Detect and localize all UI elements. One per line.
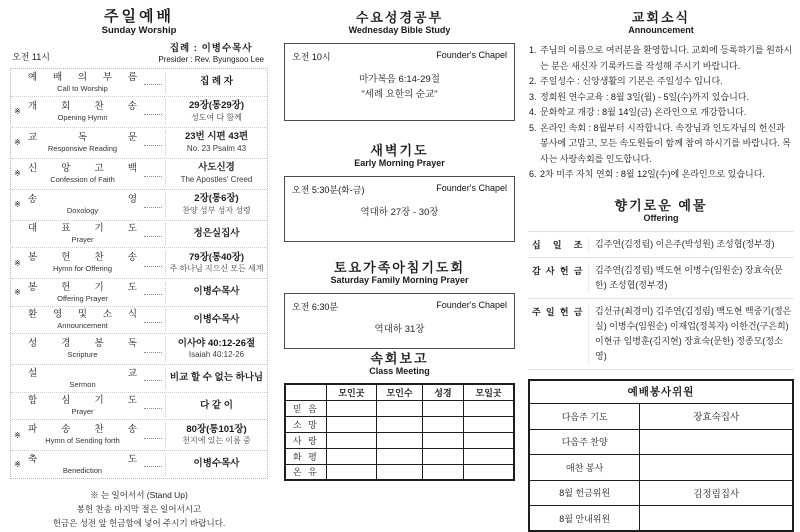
offering-title-en: Offering: [528, 213, 794, 224]
worship-row-representative-prayer: [11, 221, 267, 249]
early-prayer-box: [284, 176, 515, 242]
saturday-prayer-time: 오전 6:30분: [292, 300, 338, 313]
dotted-leader: [143, 223, 163, 245]
worship-item-label: [24, 423, 141, 448]
worship-item-kr: 송 영: [24, 194, 141, 206]
worship-row-sending-hymn: [11, 420, 267, 451]
worship-item-value: 비교 할 수 없는 하나님: [168, 372, 265, 385]
saturday-prayer-content: [292, 322, 507, 337]
committee-row-value: 장효숙집사: [640, 404, 793, 430]
class-cell: [422, 464, 463, 480]
worship-item-value: 사도신경: [168, 162, 265, 175]
worship-item-value: 23번 시편 43편: [168, 131, 265, 144]
worship-row-doxology: [11, 190, 267, 221]
worship-item-value: 이병수목사: [168, 458, 265, 471]
early-prayer-section: [284, 143, 515, 242]
announcement-item: [529, 167, 793, 183]
bible-study-box-header: [292, 50, 507, 63]
class-cell: [464, 432, 514, 448]
worship-item-en: Opening Hymn: [24, 113, 141, 123]
worship-item-kr: 봉 헌 찬 송: [24, 252, 141, 264]
offering-header: [528, 198, 794, 224]
committee-title: 예배봉사위원: [529, 380, 793, 404]
worship-item-kr: 대 표 기 도: [24, 223, 141, 235]
stand-mark: ※: [11, 454, 24, 476]
announcement-item: [529, 121, 793, 168]
announcement-text: 정회원 연수교육 : 8월 3일(월) - 5일(수)까지 있습니다.: [540, 90, 793, 106]
dotted-leader: [143, 161, 163, 186]
worship-item-value-cell: [165, 251, 267, 276]
class-cell: [422, 432, 463, 448]
stand-mark: [11, 72, 24, 94]
worship-item-value-cell: [165, 368, 267, 390]
saturday-prayer-title-en: Saturday Family Morning Prayer: [284, 275, 515, 286]
committee-header-row: [529, 380, 793, 404]
worship-item-label: [24, 130, 141, 155]
worship-item-value-cell: [165, 337, 267, 362]
bible-study-content: [292, 72, 507, 102]
saturday-prayer-section: [284, 260, 515, 349]
offering-row-names: 김선규(최경미) 김주연(김정림) 백도현 백중기(정은실) 이병수(임원순) 이재업(정복자) 이한건(구은희) 이현규 임병훈(김지현) 장효숙(문한) 정종모(정소영): [588, 304, 794, 364]
announcement-number: 6.: [529, 167, 540, 183]
stand-mark: ※: [11, 282, 24, 304]
stand-mark: ※: [11, 99, 24, 124]
class-cell: [326, 416, 376, 432]
worship-row-united-prayer: [11, 393, 267, 421]
worship-item-value: 다 같 이: [168, 400, 265, 413]
announcement-number: 5.: [529, 121, 540, 168]
stand-mark: [11, 337, 24, 362]
class-col-place-met: 모인곳: [326, 384, 376, 400]
class-cell: [326, 432, 376, 448]
announcement-number: 2.: [529, 74, 540, 90]
announcement-item: [529, 74, 793, 90]
stand-mark: ※: [11, 130, 24, 155]
class-col-attendance: 모인수: [377, 384, 423, 400]
saturday-prayer-box-header: [292, 300, 507, 313]
bible-study-header: [284, 10, 515, 36]
early-prayer-title-kr: 새벽기도: [284, 143, 515, 158]
announcement-text: 주일성수 : 신앙생활의 기본은 주일성수 입니다.: [540, 74, 793, 90]
stand-mark: ※: [11, 192, 24, 217]
offering-row-names: 김주연(김정림) 이은주(박성원) 조성협(정부경): [588, 237, 794, 252]
class-row-gentleness: [285, 464, 514, 480]
worship-row-announcement: [11, 307, 267, 335]
worship-item-value-cell: [165, 192, 267, 217]
class-row-love: [285, 432, 514, 448]
worship-item-label: [24, 192, 141, 217]
committee-row-value: [640, 506, 793, 532]
bible-study-passage: 마가복음 6:14-29절: [292, 72, 507, 87]
worship-item-en: Announcement: [24, 321, 141, 331]
worship-item-value-cell: [165, 395, 267, 417]
committee-row-label: 애찬 봉사: [529, 455, 640, 481]
dotted-leader: [143, 395, 163, 417]
class-cell: [464, 448, 514, 464]
class-cell: [464, 416, 514, 432]
worship-time: 오전 11시: [12, 50, 50, 65]
announcement-item: [529, 90, 793, 106]
worship-item-value-cell: [165, 72, 267, 94]
offering-title-kr: 향기로운 예물: [528, 198, 794, 213]
class-table-header-row: [285, 384, 514, 400]
early-prayer-passage: 역대하 27장 - 30장: [292, 205, 507, 220]
worship-row-scripture: [11, 334, 267, 365]
announcement-item: [529, 43, 793, 74]
class-row-label: 소 망: [285, 416, 326, 432]
worship-item-label: [24, 337, 141, 362]
presider-kr: 집례 : 이병수목사: [158, 43, 264, 55]
dotted-leader: [143, 337, 163, 362]
class-row-label: 온 유: [285, 464, 326, 480]
committee-row-next-week-prayer: [529, 404, 793, 430]
saturday-prayer-place: Founder's Chapel: [436, 300, 507, 313]
bible-study-section: [284, 10, 515, 121]
worship-item-value-cell: [165, 423, 267, 448]
saturday-prayer-box: [284, 293, 515, 349]
early-prayer-box-header: [292, 183, 507, 196]
announcement-list: [528, 43, 794, 183]
worship-item-label: [24, 161, 141, 186]
worship-item-en: Call to Worship: [24, 84, 141, 94]
worship-item-value-cell: [165, 454, 267, 476]
class-meeting-title-en: Class Meeting: [284, 366, 515, 377]
worship-item-label: [24, 99, 141, 124]
committee-row-next-week-praise: [529, 429, 793, 455]
class-row-label: 믿 음: [285, 400, 326, 416]
worship-item-value-cell: [165, 130, 267, 155]
class-col-next-place: 모일곳: [464, 384, 514, 400]
worship-row-confession-of-faith: [11, 159, 267, 190]
class-row-label: 사 랑: [285, 432, 326, 448]
class-meeting-title-kr: 속회보고: [284, 351, 515, 366]
early-prayer-time: 오전 5:30분(화-금): [292, 183, 364, 196]
worship-item-value-sub: 성도여 다 함께: [168, 113, 265, 124]
early-prayer-header: [284, 143, 515, 169]
worship-item-value-sub: 찬양 성부 성자 성령: [168, 206, 265, 217]
worship-item-label: [24, 309, 141, 331]
worship-title-kr: 주일예배: [10, 8, 268, 25]
footnote-offering-hymn: 봉헌 찬송 마지막 절은 일어서시고: [10, 502, 268, 516]
worship-item-value-cell: [165, 223, 267, 245]
class-cell: [464, 400, 514, 416]
dotted-leader: [143, 282, 163, 304]
worship-item-value: 이병수목사: [168, 286, 265, 299]
worship-row-sermon: [11, 365, 267, 393]
class-cell: [422, 400, 463, 416]
committee-row-label: 8월 헌금위원: [529, 480, 640, 506]
worship-item-value: 이병수목사: [168, 314, 265, 327]
worship-item-value-sub: 주 하나님 지으신 모든 세계: [168, 264, 265, 275]
stand-mark: [11, 309, 24, 331]
worship-row-responsive-reading: [11, 128, 267, 159]
bible-study-title-kr: 수요성경공부: [284, 10, 515, 25]
midweek-panel: [284, 0, 515, 485]
committee-row-label: 다음주 찬양: [529, 429, 640, 455]
worship-item-en: Scripture: [24, 350, 141, 360]
worship-item-kr: 설 교: [24, 368, 141, 380]
presider-en: Presider : Rev. Byungsoo Lee: [158, 55, 264, 65]
worship-meta: [10, 43, 268, 65]
sunday-worship-panel: [10, 0, 268, 485]
worship-row-offering-prayer: [11, 279, 267, 307]
saturday-prayer-passage: 역대하 31장: [292, 322, 507, 337]
announcement-number: 1.: [529, 43, 540, 74]
class-cell: [377, 400, 423, 416]
offering-table: [528, 231, 794, 370]
footnote-offering-box: 헌금은 성전 앞 헌금함에 넣어 주시기 바랍니다.: [10, 516, 268, 530]
worship-item-label: [24, 223, 141, 245]
worship-item-label: [24, 454, 141, 476]
church-news-title-kr: 교회소식: [528, 10, 794, 25]
worship-item-label: [24, 368, 141, 390]
class-col-blank: [285, 384, 326, 400]
worship-footnotes: [10, 488, 268, 530]
offering-row-thanksgiving: [528, 258, 794, 299]
class-meeting-section: [284, 351, 515, 481]
worship-item-en: Prayer: [24, 235, 141, 245]
worship-item-en: Confession of Faith: [24, 175, 141, 185]
worship-item-value-sub: The Apostles' Creed: [168, 175, 265, 186]
worship-item-kr: 봉 헌 기 도: [24, 282, 141, 294]
class-cell: [377, 416, 423, 432]
committee-row-value: 김정림집사: [640, 480, 793, 506]
announcement-number: 4.: [529, 105, 540, 121]
announcement-number: 3.: [529, 90, 540, 106]
dotted-leader: [143, 192, 163, 217]
announcement-item: [529, 105, 793, 121]
footnote-stand-up: ※ 는 일어서서 (Stand Up): [10, 488, 268, 502]
worship-item-en: Hymn for Offering: [24, 264, 141, 274]
class-cell: [377, 432, 423, 448]
class-meeting-table: [284, 383, 515, 481]
committee-row-august-offering: [529, 480, 793, 506]
offering-section: [528, 198, 794, 370]
offering-row-label: 십 일 조: [530, 237, 588, 251]
worship-row-hymn-for-offering: [11, 248, 267, 279]
dotted-leader: [143, 72, 163, 94]
church-news-header: [528, 10, 794, 36]
worship-item-kr: 성 경 봉 독: [24, 338, 141, 350]
worship-row-opening-hymn: [11, 97, 267, 128]
worship-item-value-sub: 천지에 있는 이름 중: [168, 436, 265, 447]
worship-item-en: Offering Prayer: [24, 294, 141, 304]
bible-study-time: 오전 10시: [292, 50, 331, 63]
early-prayer-place: Founder's Chapel: [436, 183, 507, 196]
class-cell: [326, 448, 376, 464]
dotted-leader: [143, 99, 163, 124]
worship-item-value-cell: [165, 309, 267, 331]
worship-item-kr: 개 회 찬 송: [24, 101, 141, 113]
presider-block: [158, 43, 266, 65]
dotted-leader: [143, 251, 163, 276]
worship-order-table: [10, 68, 268, 479]
dotted-leader: [143, 368, 163, 390]
worship-header: [10, 8, 268, 37]
dotted-leader: [143, 423, 163, 448]
worship-title-en: Sunday Worship: [10, 25, 268, 37]
news-offering-panel: [528, 0, 794, 485]
worship-item-value: 이사야 40:12-26절: [168, 338, 265, 351]
dotted-leader: [143, 130, 163, 155]
class-row-peace: [285, 448, 514, 464]
class-cell: [326, 464, 376, 480]
committee-row-label: 다음주 기도: [529, 404, 640, 430]
worship-item-value-cell: [165, 161, 267, 186]
worship-item-value-cell: [165, 282, 267, 304]
worship-item-kr: 합 심 기 도: [24, 395, 141, 407]
worship-item-label: [24, 251, 141, 276]
worship-item-en: Sermon: [24, 380, 141, 390]
class-row-hope: [285, 416, 514, 432]
dotted-leader: [143, 454, 163, 476]
dotted-leader: [143, 309, 163, 331]
saturday-prayer-title-kr: 토요가족아침기도회: [284, 260, 515, 275]
worship-item-value: 80장(통101장): [168, 424, 265, 437]
offering-row-names: 김주연(김정림) 백도현 이병수(임원순) 장효숙(문한) 조성협(정부경): [588, 263, 794, 293]
bible-study-topic: "세례 요한의 순교": [292, 87, 507, 102]
bible-study-box: [284, 43, 515, 121]
worship-item-kr: 교 독 문: [24, 132, 141, 144]
announcement-text: 온라인 속회 : 8월부터 시작합니다. 속장님과 인도자님의 헌신과 봉사에 고맙고, 모든 속도원들이 함께 참여 하시기를 바랍니다. 목사는 사랑속회를 인도합니다.: [540, 121, 793, 168]
worship-item-kr: 신 앙 고 백: [24, 163, 141, 175]
stand-mark: [11, 223, 24, 245]
class-cell: [377, 464, 423, 480]
worship-item-en: Prayer: [24, 407, 141, 417]
offering-row-label: 주 일 헌 금: [530, 304, 588, 318]
worship-item-value: 정은실집사: [168, 228, 265, 241]
worship-item-value: 29장(통29장): [168, 100, 265, 113]
stand-mark: [11, 368, 24, 390]
early-prayer-content: [292, 205, 507, 220]
worship-item-en: Doxology: [24, 206, 141, 216]
service-committee-table: [528, 379, 794, 532]
class-row-faith: [285, 400, 514, 416]
church-news-title-en: Announcement: [528, 25, 794, 36]
worship-item-en: Hymn of Sending forth: [24, 436, 141, 446]
worship-item-label: [24, 72, 141, 94]
stand-mark: ※: [11, 251, 24, 276]
committee-row-value: [640, 429, 793, 455]
class-row-label: 화 평: [285, 448, 326, 464]
committee-row-august-usher: [529, 506, 793, 532]
announcement-text: 2차 미주 자치 연회 : 8월 12일(수)에 온라인으로 있습니다.: [540, 167, 793, 183]
stand-mark: [11, 395, 24, 417]
worship-row-call-to-worship: [11, 69, 267, 97]
worship-item-label: [24, 395, 141, 417]
worship-item-label: [24, 282, 141, 304]
worship-item-value: 2장(통6장): [168, 193, 265, 206]
worship-item-kr: 환 영 및 소 식: [24, 309, 141, 321]
stand-mark: ※: [11, 423, 24, 448]
worship-item-value: 집 례 자: [168, 76, 265, 89]
worship-item-kr: 파 송 찬 송: [24, 424, 141, 436]
worship-item-value-sub: Isaiah 40:12-26: [168, 350, 265, 361]
announcement-text: 주님의 이름으로 여러분을 환영합니다. 교회에 등록하기를 원하시는 분은 새신자 기록카드를 작성해 주시기 바랍니다.: [540, 43, 793, 74]
worship-item-en: Responsive Reading: [24, 144, 141, 154]
committee-row-value: [640, 455, 793, 481]
class-cell: [422, 448, 463, 464]
worship-item-value-cell: [165, 99, 267, 124]
early-prayer-title-en: Early Morning Prayer: [284, 158, 515, 169]
class-cell: [377, 448, 423, 464]
committee-row-love-feast: [529, 455, 793, 481]
stand-mark: ※: [11, 161, 24, 186]
worship-row-benediction: [11, 451, 267, 478]
class-meeting-header: [284, 351, 515, 377]
committee-row-label: 8월 안내위원: [529, 506, 640, 532]
offering-row-tithe: [528, 232, 794, 258]
class-cell: [422, 416, 463, 432]
worship-item-en: Benediction: [24, 466, 141, 476]
bible-study-title-en: Wednesday Bible Study: [284, 25, 515, 36]
bible-study-place: Founder's Chapel: [436, 50, 507, 63]
worship-item-value: 79장(통40장): [168, 252, 265, 265]
offering-row-sunday: [528, 299, 794, 370]
class-cell: [326, 400, 376, 416]
announcement-text: 문화학교 개강 : 8월 14일(금) 온라인으로 개강합니다.: [540, 105, 793, 121]
class-cell: [464, 464, 514, 480]
class-col-bible: 성경: [422, 384, 463, 400]
offering-row-label: 감 사 헌 금: [530, 263, 588, 277]
church-news-section: [528, 10, 794, 183]
worship-item-value-sub: No. 23 Psalm 43: [168, 144, 265, 155]
worship-item-kr: 축 도: [24, 454, 141, 466]
worship-item-kr: 예 배 의 부 름: [24, 72, 141, 84]
saturday-prayer-header: [284, 260, 515, 286]
